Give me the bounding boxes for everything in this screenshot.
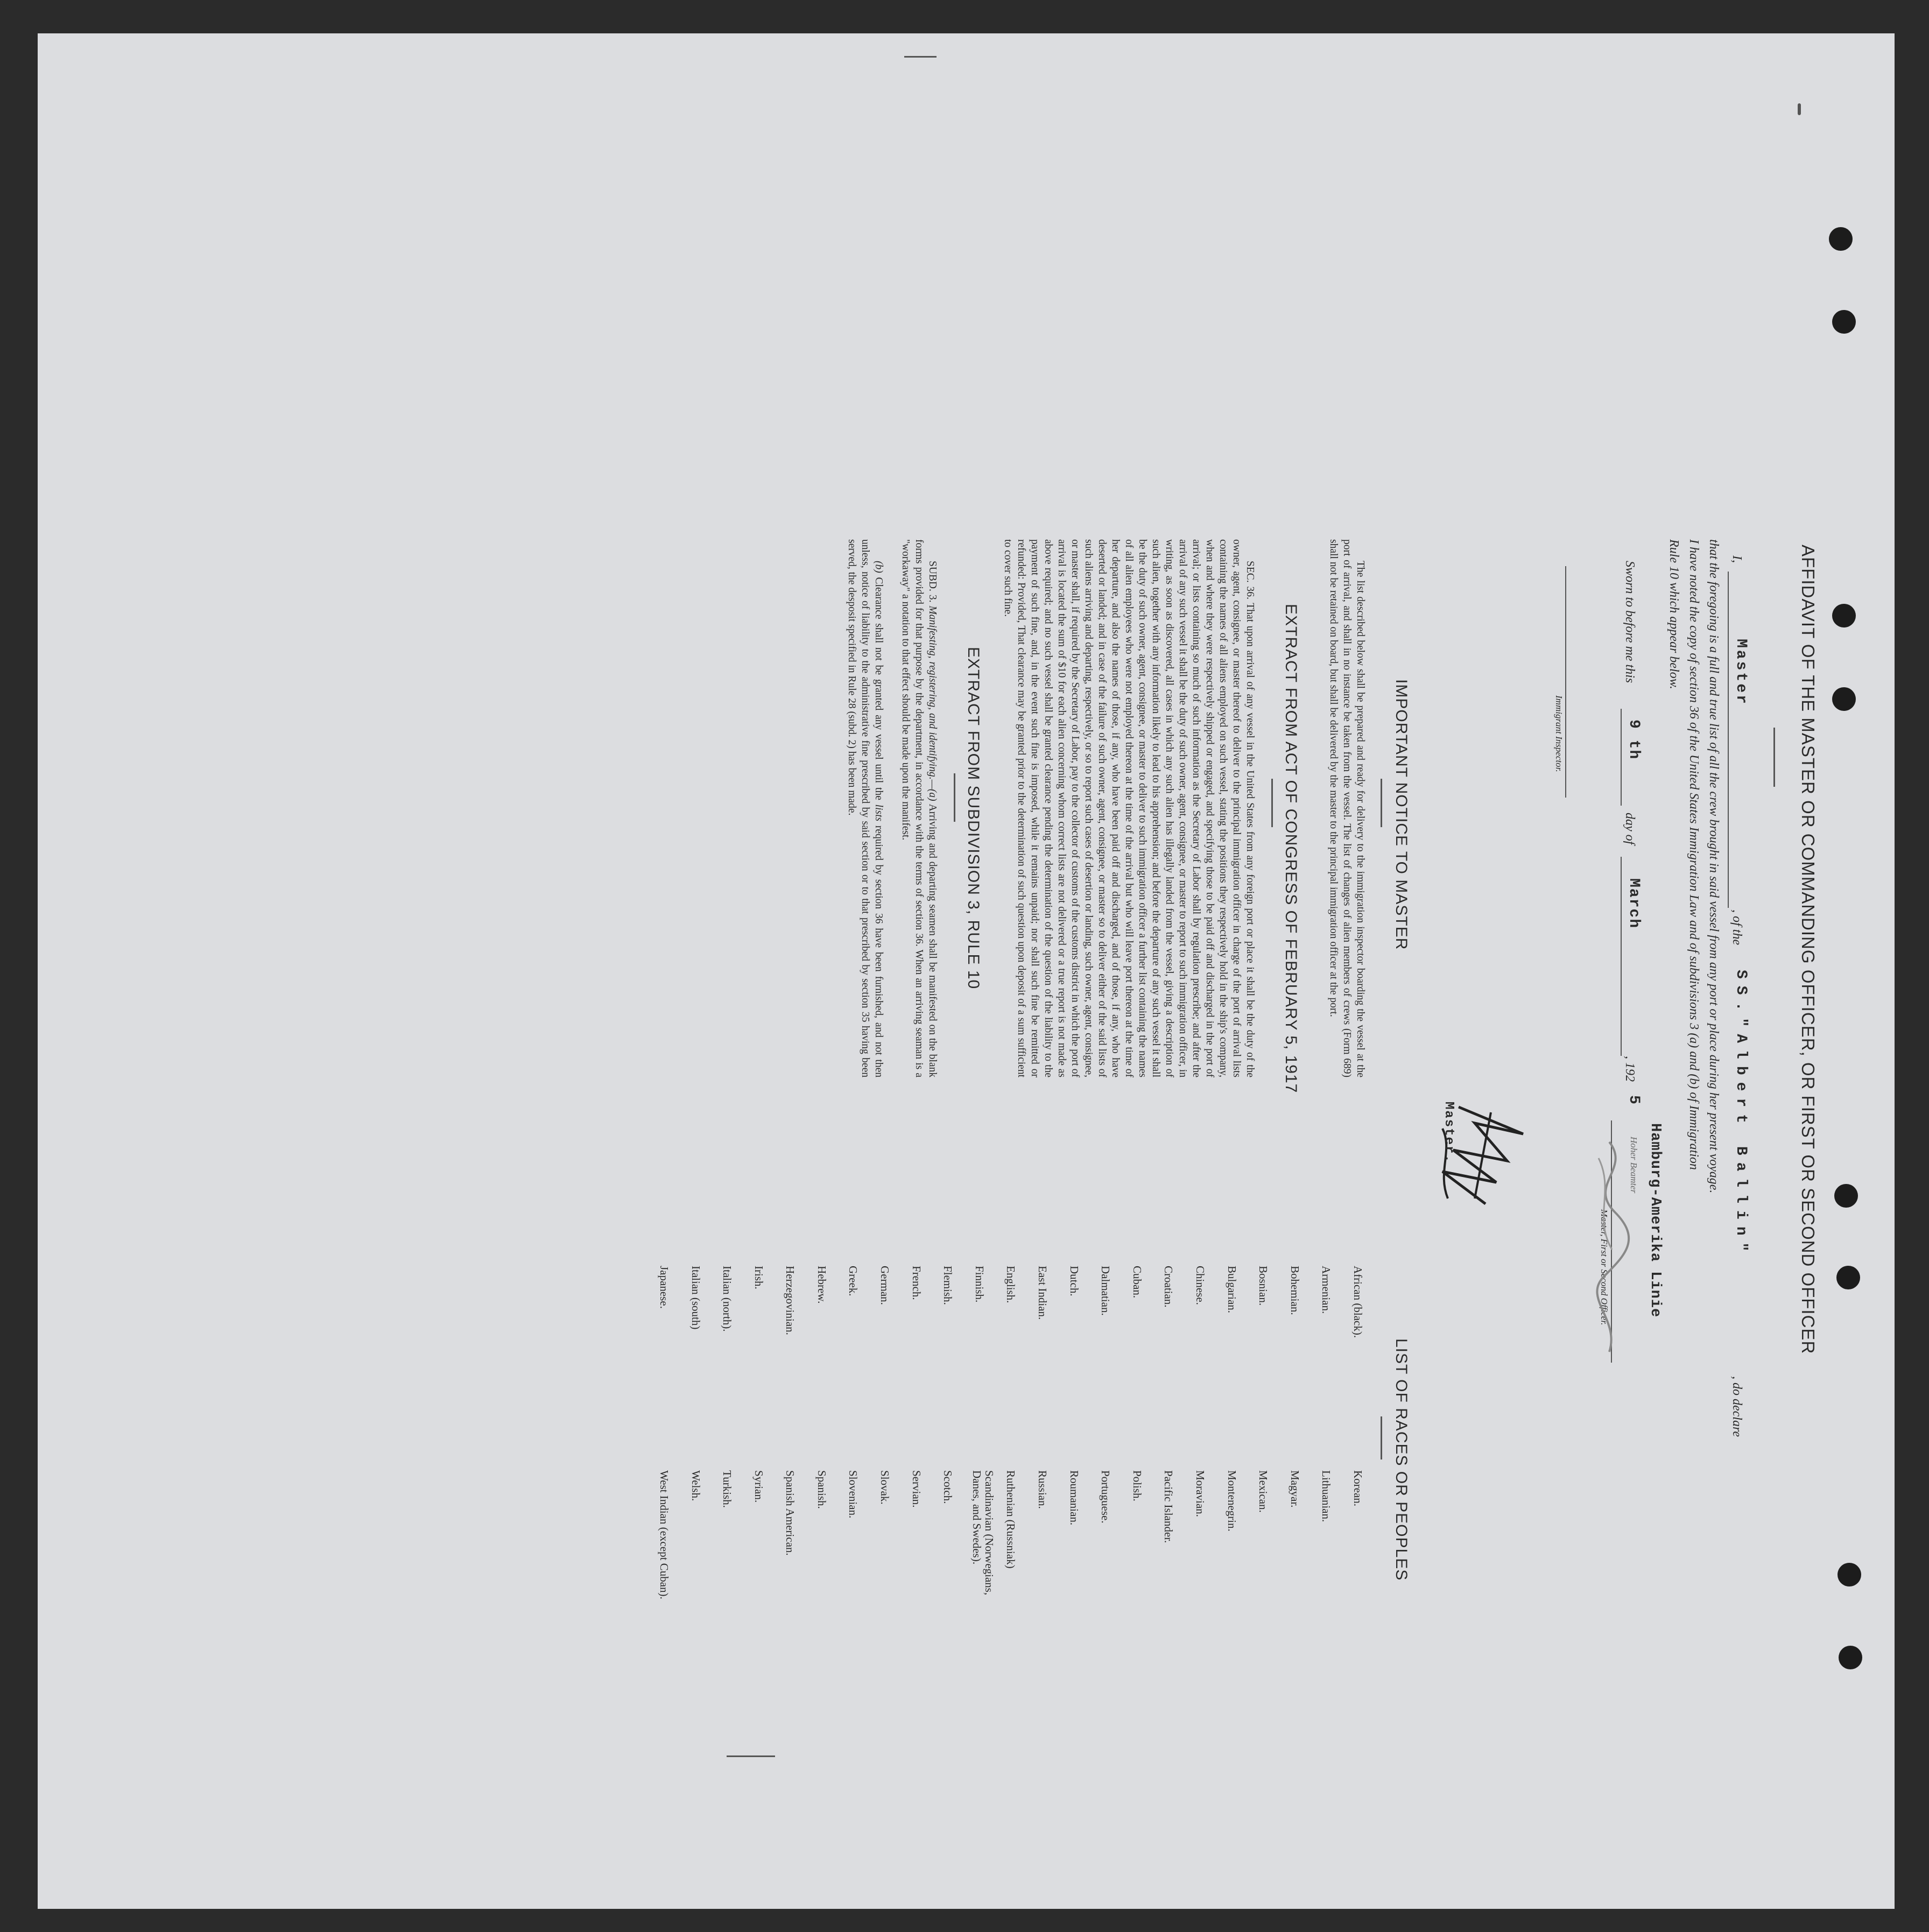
subd-a-label: —(a) — [927, 779, 938, 801]
handwritten-signature-faint — [1582, 1137, 1642, 1363]
race-item: Spanish. — [815, 1470, 828, 1509]
of-the-label: , of the — [1730, 909, 1744, 945]
act-text: SEC. 36. That upon arrival of any vessel in the United States from any foreign port or place it shall be the duty of the owner, agent, consignee, or master thereof to deliver to the principal immigration officer in charge of the port of arrival lists containing the names of all aliens employed on such vessel, stating the positions they respectively hold in the ship's company, when and where they were respectively shipped or engaged, and specifying those to be paid off and discharged in the port of arrival; or lists containing so much of such information as the Secretary of Labor shall by regulation prescribe; and after the arrival of any such vessel it shall be the duty of such owner, agent, consignee, or master to report to such immigration officer, in writing, as soon as discovered, all cases in which any such alien has illegally landed from the vessel, giving a description of such alien, together with any information likely to lead to his apprehension; and before the departure of any such vessel it shall be the duty of such owner, agent, consignee, or master to deliver to such immigration officer a further list containing the names of all alien employees who were not employed thereon at the time of the arrival but who will leave port thereon at the time of her departure, and also the names of those, if any, who have been paid off and discharged, and of those, if any, who have deserted or landed; and in case of the failure of such owner, agent, consignee, or master so to deliver either of the said lists of such aliens arriving and departing, respectively, or so to report such cases of desertion or landing, such owner, agent, consignee, or master shall, if required by the Secretary of Labor, pay to the collector of customs of the customs district in which the port of arrival is located the sum of $10 for each alien concerning whom correct lists are not delivered or a true report is not made as above required; and no such vessel shall be granted clearance pending the determination of the question of the liability to the payment of such fine, and, in the event such fine is imposed, while it remains unpaid; nor shall such fine be remitted or refunded: Provided, That clearance may be granted prior to the determination of such question upon deposit of a sum sufficient to cover such fine. — [1002, 539, 1256, 1077]
notice-rule — [1381, 779, 1382, 827]
race-item: Italian (north). — [721, 1266, 734, 1332]
race-item: Bosnian. — [1257, 1266, 1270, 1306]
race-item: Irish. — [752, 1266, 765, 1289]
race-item: Flemish. — [941, 1266, 955, 1305]
stamp-subline: Hoher Beamter — [1629, 1137, 1639, 1194]
race-item: Spanish American. — [784, 1470, 797, 1556]
race-item: Turkish. — [721, 1470, 734, 1508]
rule10-rule — [954, 773, 955, 822]
year-digit: 5 — [1625, 1095, 1642, 1106]
races-column-2 — [648, 1470, 1374, 1664]
race-item: Dalmatian. — [1099, 1266, 1113, 1316]
sworn-month: March — [1625, 878, 1642, 929]
race-item: Polish. — [1130, 1470, 1144, 1501]
race-item: Italian (south) — [689, 1266, 702, 1330]
race-item: Finnish. — [973, 1266, 986, 1303]
race-item: Japanese. — [657, 1266, 671, 1309]
day-of-label: day of — [1623, 813, 1637, 845]
master-first-second-label: Master, First or Second Officer. — [1599, 1209, 1609, 1325]
races-heading: LIST OF RACES OR PEOPLES — [1392, 1338, 1410, 1581]
race-item: African (black). — [1351, 1266, 1364, 1338]
race-item: German. — [878, 1266, 892, 1305]
document-page — [38, 33, 1895, 1909]
race-item: Cuban. — [1130, 1266, 1144, 1299]
race-item: Korean. — [1351, 1470, 1364, 1507]
declarant-name: Master — [1733, 639, 1749, 706]
races-column-1 — [648, 1266, 1374, 1427]
race-item: Pacific Islander. — [1162, 1470, 1175, 1543]
rule10-subd-b — [845, 539, 885, 1077]
binder-hole — [1839, 1646, 1862, 1669]
binder-hole — [1836, 1266, 1860, 1289]
line-company-stamp: Hamburg-Amerika Linie — [1647, 1123, 1663, 1318]
affidavit-line-2: I have noted the copy of section 36 of the United States Immigration Law and of subdivisions 3 (a) and (b) of Immigration — [1687, 539, 1701, 1170]
race-item: French. — [910, 1266, 923, 1300]
notice-text: The list described below shall be prepared and ready for delivery to the immigration inspector boarding the vessel at the port of arrival, and shall in no instance be taken from the vessel. The list of changes of alien members of crews (Form 689) shall not be retained on board, but shall be delivered by the master to the principal immigration officer at the port. — [1328, 539, 1366, 1077]
race-item: Lithuanian. — [1320, 1470, 1333, 1522]
race-item: Welsh. — [689, 1470, 702, 1501]
subd-b-label: (b) — [873, 561, 884, 573]
race-item: Portuguese. — [1099, 1470, 1113, 1524]
races-rule — [1381, 1416, 1382, 1459]
binder-hole — [1829, 227, 1853, 251]
race-item: Roumanian. — [1067, 1470, 1081, 1526]
year-prefix: , 192 — [1623, 1056, 1637, 1082]
act-heading: EXTRACT FROM ACT OF CONGRESS OF FEBRUARY 5, 1917 — [1282, 604, 1300, 1094]
subd-b-lists: lists — [873, 804, 884, 822]
vessel-name: SS."Albert Ballin" — [1733, 970, 1749, 1259]
race-item: English. — [1004, 1266, 1018, 1303]
binder-hole — [1832, 310, 1856, 334]
race-item: Russian. — [1036, 1470, 1050, 1509]
race-item: Slovak. — [878, 1470, 892, 1505]
edge-mark — [904, 56, 937, 58]
race-item: Herzegovinian. — [784, 1266, 797, 1335]
race-item: Montenegrin. — [1225, 1470, 1238, 1532]
race-item: Slovenian. — [847, 1470, 860, 1519]
race-item: Bulgarian. — [1225, 1266, 1238, 1314]
sworn-label: Sworn to before me this — [1623, 561, 1637, 683]
affidavit-line-1: that the foregoing is a full and true list of all the crew brought in said vessel from any port or place during her present voyage. — [1707, 539, 1721, 1194]
race-item: Bohemian. — [1288, 1266, 1301, 1315]
subd-a-text: Arriving and departing seamen shall be manifested on the blank forms provided for that purpose by the department, in accordance with the terms of section 36. When an arriving seaman is a "workaway" a notation to that effect should be made upon the manifest. — [900, 539, 938, 1077]
inspector-label: Immigrant Inspector. — [1554, 695, 1564, 772]
act-rule — [1271, 779, 1273, 827]
race-item: Dutch. — [1067, 1266, 1081, 1296]
race-item: Servian. — [910, 1470, 923, 1508]
race-item: Greek. — [847, 1266, 860, 1296]
rotated-form — [97, 502, 1825, 1909]
sworn-month-blank — [1621, 857, 1622, 1056]
subd-b-after: required by section 36 have been furnished, and not then unless, notice of liability to the administrative fine prescribed by said section or to that prescribed by section 35 having been served, the desposit specified in Rule 28 (subd. 2) has been made. — [846, 539, 884, 1078]
rule10-heading: EXTRACT FROM SUBDIVISION 3, RULE 10 — [964, 647, 982, 990]
race-item: Moravian. — [1194, 1470, 1207, 1517]
affidavit-line-3: Rule 10 which appear below. — [1667, 539, 1681, 689]
race-item: Ruthenian (Russniak) — [1004, 1470, 1018, 1569]
race-item: Croatian. — [1162, 1266, 1175, 1308]
race-item: Hebrew. — [815, 1266, 828, 1304]
race-item: Magyar. — [1288, 1470, 1301, 1508]
race-item: Mexican. — [1257, 1470, 1270, 1513]
race-item: Syrian. — [752, 1470, 765, 1503]
master-title: Master. — [1441, 1102, 1456, 1164]
subd-label: SUBD. 3. — [927, 561, 938, 603]
declarant-blank — [1728, 572, 1729, 908]
subd-b-before: Clearance shall not be granted any vessel until the — [873, 577, 884, 800]
do-declare-label: , do declare — [1730, 1376, 1744, 1437]
race-item: Scandinavian (Norwegians, Danes, and Swedes). — [970, 1470, 996, 1596]
race-item: East Indian. — [1036, 1266, 1050, 1320]
binder-hole — [1832, 604, 1856, 627]
i-label: I, — [1730, 555, 1744, 563]
race-item: Armenian. — [1320, 1266, 1333, 1314]
affidavit-heading: AFFIDAVIT OF THE MASTER OR COMMANDING OFFICER, OR FIRST OR SECOND OFFICER — [1798, 545, 1818, 1355]
sworn-day: 9 th — [1625, 720, 1642, 760]
inspector-line — [1565, 566, 1566, 798]
race-item: Chinese. — [1194, 1266, 1207, 1305]
race-item: Scotch. — [941, 1470, 955, 1504]
subd-title: Manifesting, registering, and identifying. — [927, 605, 938, 780]
race-item: West Indian (except Cuban). — [657, 1470, 671, 1599]
notice-heading: IMPORTANT NOTICE TO MASTER — [1392, 679, 1410, 950]
edge-mark — [1798, 103, 1801, 115]
heading-rule — [1773, 728, 1775, 787]
binder-hole — [1838, 1563, 1861, 1587]
binder-hole — [1832, 687, 1856, 711]
binder-hole — [1834, 1184, 1858, 1208]
rule10-subd-a — [899, 539, 939, 1077]
sworn-day-blank — [1621, 709, 1622, 806]
